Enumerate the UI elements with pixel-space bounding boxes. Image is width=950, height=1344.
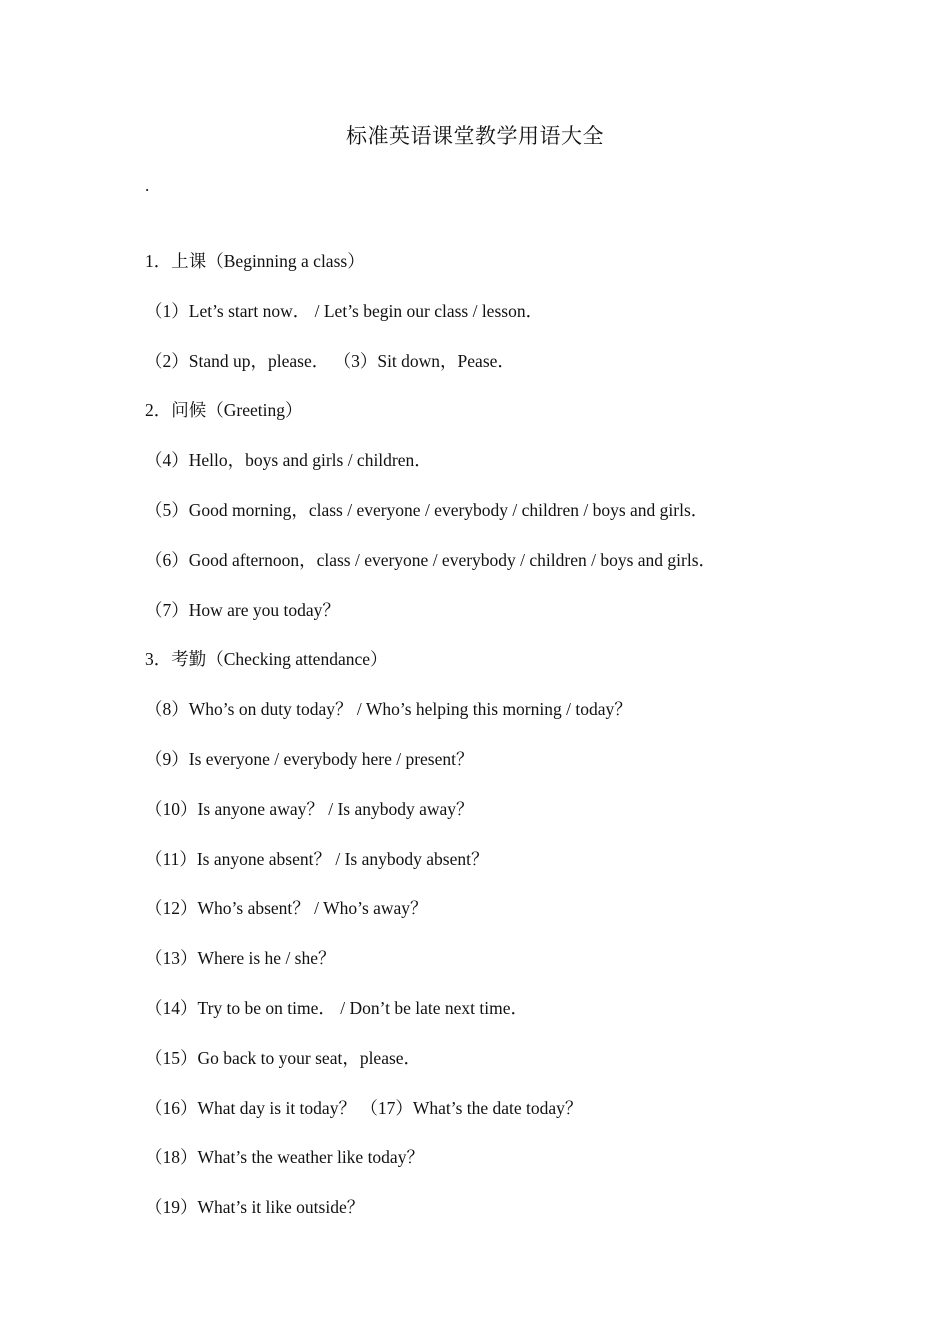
phrase-line: （15）Go back to your seat，please． [145, 1047, 422, 1068]
phrase-list [145, 248, 845, 1244]
phrase-line: （7）How are you today？ [145, 599, 340, 620]
phrase-line: （14）Try to be on time． / Don’t be late next time． [145, 997, 529, 1018]
phrase-line: （16）What day is it today？ （17）What’s the date today？ [145, 1097, 583, 1118]
phrase-line: （11）Is anyone absent？ / Is anybody absent？ [145, 848, 489, 869]
phrase-line: （5）Good morning，class / everyone / everybody / children / boys and girls． [145, 499, 709, 520]
section-heading-greeting: 2．问候（Greeting） [145, 400, 303, 421]
phrase-line: （9）Is everyone / everybody here / present？ [145, 748, 474, 769]
phrase-line: （4）Hello，boys and girls / children． [145, 450, 432, 471]
phrase-line: （10）Is anyone away？ / Is anybody away？ [145, 798, 474, 819]
stray-dot: . [145, 176, 150, 195]
section-heading-beginning-class: 1．上课（Beginning a class） [145, 251, 365, 271]
phrase-line: （13）Where is he / she？ [145, 948, 336, 969]
phrase-line: （12）Who’s absent？ / Who’s away？ [145, 898, 428, 919]
section-heading-checking-attendance: 3．考勤（Checking attendance） [145, 649, 388, 670]
phrase-line: （18）What’s the weather like today？ [145, 1147, 424, 1168]
phrase-line: （19）What’s it like outside？ [145, 1197, 365, 1218]
phrase-line: （2）Stand up，please． （3）Sit down，Pease． [145, 350, 515, 371]
phrase-line: （6）Good afternoon，class / everyone / everybody / children / boys and girls． [145, 549, 717, 570]
phrase-line: （8）Who’s on duty today？ / Who’s helping this morning / today？ [145, 699, 632, 720]
phrase-line: （1）Let’s start now． / Let’s begin our class / lesson． [145, 300, 544, 321]
page-title: 标准英语课堂教学用语大全 [346, 124, 604, 148]
